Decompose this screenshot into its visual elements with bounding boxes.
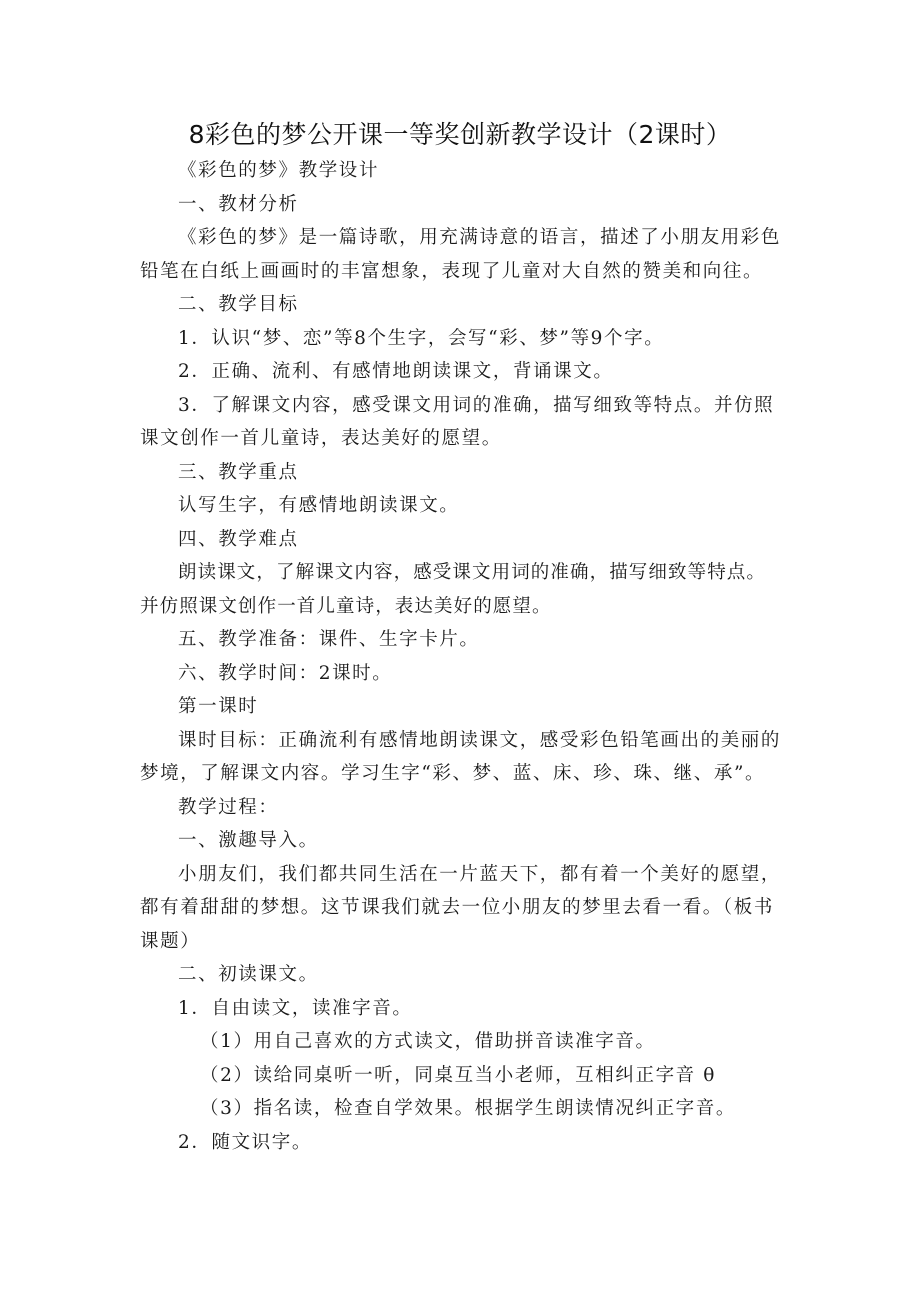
sub-list-item: （3）指名读，检查自学效果。根据学生朗读情况纠正字音。	[200, 1098, 736, 1119]
sub-list-item: （2）读给同桌听一听，同桌互当小老师，互相纠正字音 θ	[200, 1064, 716, 1086]
lesson-heading: 第一课时	[178, 696, 259, 717]
section-heading: 三、教学重点	[178, 461, 299, 483]
list-item: 2．正确、流利、有感情地朗读课文，背诵课文。	[178, 361, 614, 382]
section-heading: 二、教学目标	[178, 294, 299, 315]
paragraph: 六、教学时间：2课时。	[178, 662, 393, 684]
list-item: 2．随文识字。	[178, 1131, 312, 1153]
sub-list-item: （1）用自己喜欢的方式读文，借助拼音读准字音。	[200, 1031, 656, 1052]
list-item: 1．自由读文，读准字音。	[178, 997, 413, 1019]
paragraph: 教学过程：	[178, 796, 279, 818]
document-body	[140, 154, 785, 1159]
paragraph: 课时目标：正确流利有感情地朗读课文，感受彩色铅笔画出的美丽的梦境，了解课文内容。学习生字“彩、梦、蓝、床、珍、珠、继、承”。	[140, 729, 782, 784]
section-heading: 一、教材分析	[178, 193, 299, 215]
paragraph: 小朋友们，我们都共同生活在一片蓝天下，都有着一个美好的愿望，都有着甜甜的梦想。这节课我们就去一位小朋友的梦里去看一看。（板书课题）	[140, 863, 782, 952]
paragraph: 认写生字，有感情地朗读课文。	[178, 495, 460, 516]
document-title: 8彩色的梦公开课一等奖创新教学设计（2课时）	[188, 120, 732, 149]
section-heading: 四、教学难点	[178, 528, 299, 550]
paragraph: 朗读课文，了解课文内容，感受课文用词的准确，描写细致等特点。并仿照课文创作一首儿童诗，表达美好的愿望。	[140, 562, 767, 617]
section-heading: 一、激趣导入。	[178, 830, 319, 851]
paragraph: 五、教学准备：课件、生字卡片。	[178, 629, 480, 650]
section-heading: 二、初读课文。	[178, 964, 319, 985]
list-item: 1．认识“梦、恋”等8个生字，会写“彩、梦”等9个字。	[178, 327, 665, 349]
paragraph: 《彩色的梦》是一篇诗歌，用充满诗意的语言，描述了小朋友用彩色铅笔在白纸上画画时的丰富想象，表现了儿童对大自然的赞美和向往。	[140, 227, 782, 282]
paragraph: 《彩色的梦》教学设计	[178, 160, 380, 181]
list-item: 3．了解课文内容，感受课文用词的准确，描写细致等特点。并仿照课文创作一首儿童诗，表达美好的愿望。	[140, 394, 775, 449]
